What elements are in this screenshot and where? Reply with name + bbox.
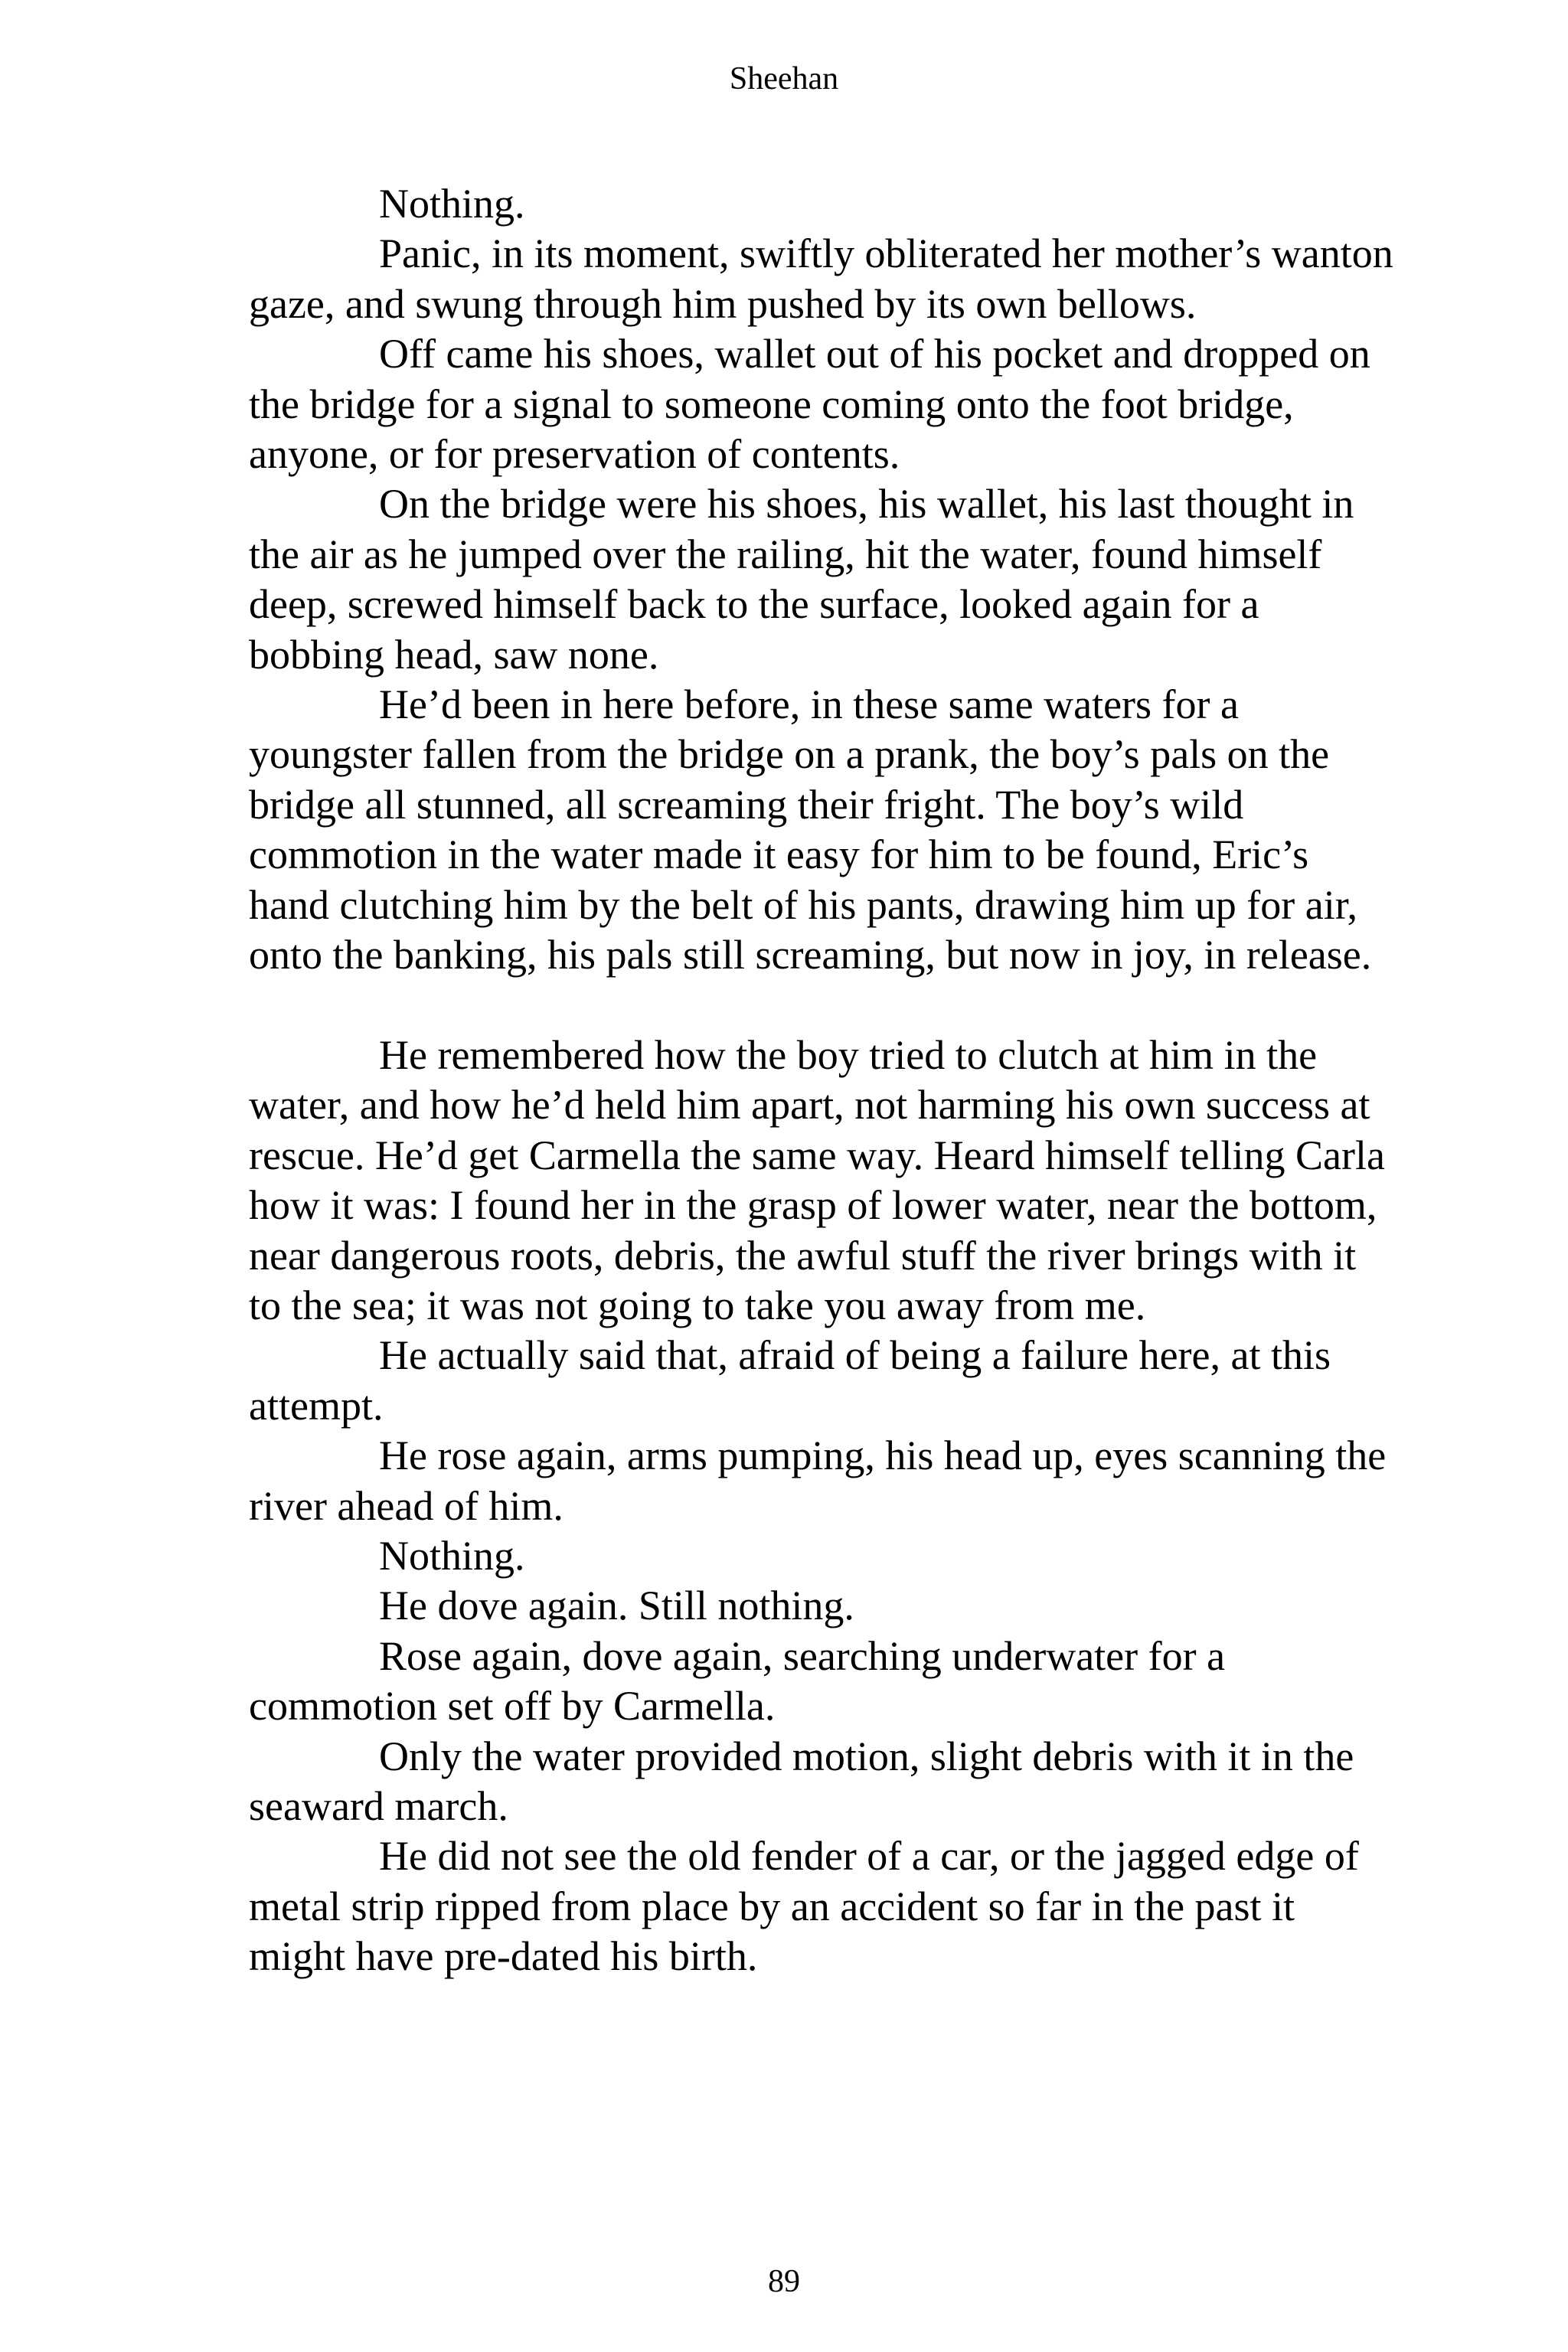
body-text (249, 179, 1397, 1982)
paragraph: Only the water provided motion, slight debris with it in the seaward march. (249, 1733, 1354, 1829)
paragraph: Nothing. (379, 1532, 525, 1579)
paragraph: Nothing. (379, 181, 525, 227)
paragraph: He’d been in here before, in these same waters for a youngster fallen from the bridge on a prank, the boy’s pals on the bridge all stunned, all screaming their fright. The boy’s wild commotion in the water made it easy for him to be found, Eric’s hand clutching him by the belt of his pants, drawing him up for air, onto the banking, his pals still screaming, but now in joy, in release. (249, 681, 1372, 978)
paragraph: He actually said that, afraid of being a failure here, at this attempt. (249, 1332, 1331, 1429)
page-number: 89 (768, 2264, 800, 2299)
running-head: Sheehan (729, 61, 839, 96)
paragraph: He did not see the old fender of a car, or the jagged edge of metal strip ripped from place by an accident so far in the past it might have pre-dated his birth. (249, 1833, 1359, 1980)
paragraph: He dove again. Still nothing. (379, 1583, 854, 1629)
paragraph: He rose again, arms pumping, his head up, eyes scanning the river ahead of him. (249, 1432, 1387, 1529)
paragraph: Rose again, dove again, searching underwater for a commotion set off by Carmella. (249, 1632, 1226, 1730)
paragraph: He remembered how the boy tried to clutch at him in the water, and how he’d held him apart, not harming his own success at rescue. He’d get Carmella the same way. Heard himself telling Carla how it was: I found her in the grasp of lower water, near the bottom, near dangerous roots, debris, the awful stuff the river brings with it to the sea; it was not going to take you away from me. (249, 1031, 1385, 1328)
paragraph: Off came his shoes, wallet out of his pocket and dropped on the bridge for a signal to someone coming onto the foot bridge, anyone, or for preservation of contents. (249, 331, 1370, 478)
paragraph: Panic, in its moment, swiftly obliterated her mother’s wanton gaze, and swung through him pushed by its own bellows. (249, 230, 1393, 327)
paragraph: On the bridge were his shoes, his wallet, his last thought in the air as he jumped over the railing, hit the water, found himself deep, screwed himself back to the surface, looked again for a bobbing head, saw none. (249, 481, 1354, 678)
